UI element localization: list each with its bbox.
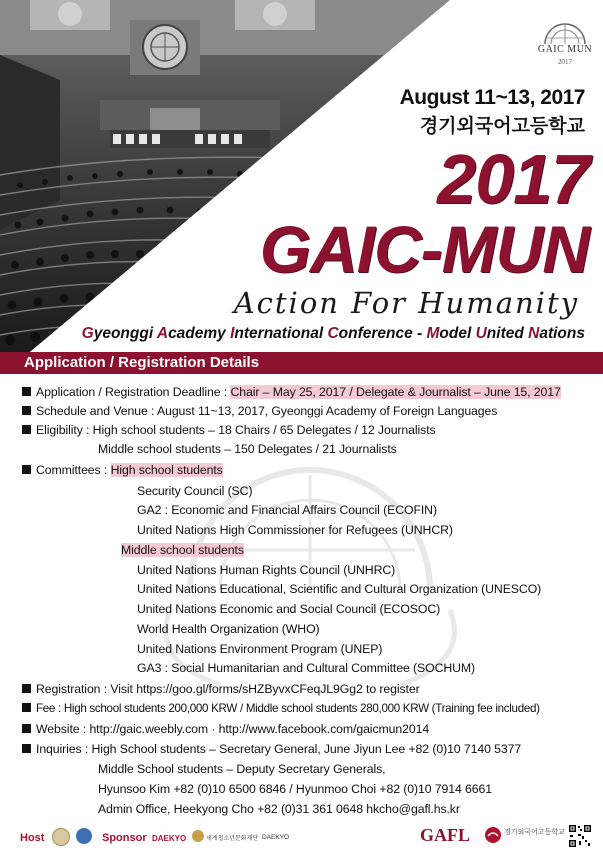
sponsor-logo: 세계청소년문화재단 [206,836,259,842]
bullet-icon [22,684,31,693]
inquiries-line-2: Middle School students – Deputy Secretary Generals, [98,762,386,776]
globe-icon [535,14,595,48]
bullet-icon [22,703,31,712]
sponsor-label: Sponsor [102,832,147,844]
committees-line: Committees : High school students [22,463,223,477]
host-emblem-icon [52,828,70,846]
section-title: Application / Registration Details [24,354,260,371]
sponsor-logo: DAEKYO [152,834,187,843]
inquiries-line-4: Admin Office, Heekyong Cho +82 (0)31 361 0648 hkcho@gafl.hs.kr [98,802,460,816]
committee-item: World Health Organization (WHO) [137,622,320,636]
inquiries-line-3: Hyunsoo Kim +82 (0)10 6500 6846 / Hyunmoo Choi +82 (0)10 7914 6661 [98,782,492,796]
committee-item: GA2 : Economic and Financial Affairs Council (ECOFIN) [137,503,437,517]
hs-committee-label: High school students [110,463,223,477]
event-title: GAIC-MUN [259,212,589,286]
deadline-line: Application / Registration Deadline : Chair – May 25, 2017 / Delegate & Journalist – June 15, 2017 [22,385,561,399]
slogan: Action For Humanity [233,286,579,320]
school-name-korean: 경기외국어고등학교 [504,829,565,836]
qr-code-icon [568,824,592,848]
bullet-icon [22,406,31,415]
logo-year: 2017 [558,58,572,66]
bullet-icon [22,724,31,733]
school-emblem-icon [484,826,502,844]
bullet-icon [22,387,31,396]
sponsor-logo: DAEKYO [262,834,290,841]
foundation-emblem-icon [192,830,204,842]
committee-item: United Nations Educational, Scientific and Cultural Organization (UNESCO) [137,582,542,596]
committee-item: United Nations Economic and Social Council (ECOSOC) [137,602,441,616]
bullet-icon [22,744,31,753]
schedule-line: Schedule and Venue : August 11~13, 2017, Gyeonggi Academy of Foreign Languages [22,404,497,418]
logo-text: GAIC MUN [537,44,593,55]
event-year: 2017 [437,140,589,218]
website-line: Website : http://gaic.weebly.com · http://www.facebook.com/gaicmun2014 [22,722,429,736]
deadline-value: Chair – May 25, 2017 / Delegate & Journalist – June 15, 2017 [230,385,561,399]
eligibility-line: Eligibility : High school students – 18 Chairs / 65 Delegates / 12 Journalists [22,423,436,437]
inquiries-line: Inquiries : High School students – Secretary General, June Jiyun Lee +82 (0)10 7140 5377 [22,742,521,756]
host-school: 경기외국어고등학교 [419,116,585,137]
committee-item: United Nations Human Rights Council (UNHRC) [137,563,396,577]
host-emblem-icon [76,828,92,844]
host-label: Host [20,832,45,844]
event-date: August 11~13, 2017 [399,86,585,109]
bullet-icon [22,465,31,474]
footer [0,820,603,858]
committee-item: United Nations High Commissioner for Refugees (UNHCR) [137,523,453,537]
committee-item: GA3 : Social Humanitarian and Cultural Committee (SOCHUM) [137,661,476,675]
committee-item: Security Council (SC) [137,484,253,498]
gafl-logo: GAFL [420,825,471,845]
eligibility-ms-line: Middle school students – 150 Delegates / 21 Journalists [98,442,397,456]
ms-committee-label: Middle school students [121,543,244,557]
full-conference-name: Gyeonggi Academy International Conference - Model United Nations [81,325,585,342]
committee-item: United Nations Environment Program (UNEP) [137,642,383,656]
fee-line: Fee : High school students 200,000 KRW / Middle school students 280,000 KRW (Training fee included) [22,702,540,715]
section-header-bar [0,352,603,374]
bullet-icon [22,425,31,434]
gaic-mun-logo [535,14,595,68]
registration-line: Registration : Visit https://goo.gl/forms/sHZByvxCFeqJL9Gg2 to register [22,682,420,696]
